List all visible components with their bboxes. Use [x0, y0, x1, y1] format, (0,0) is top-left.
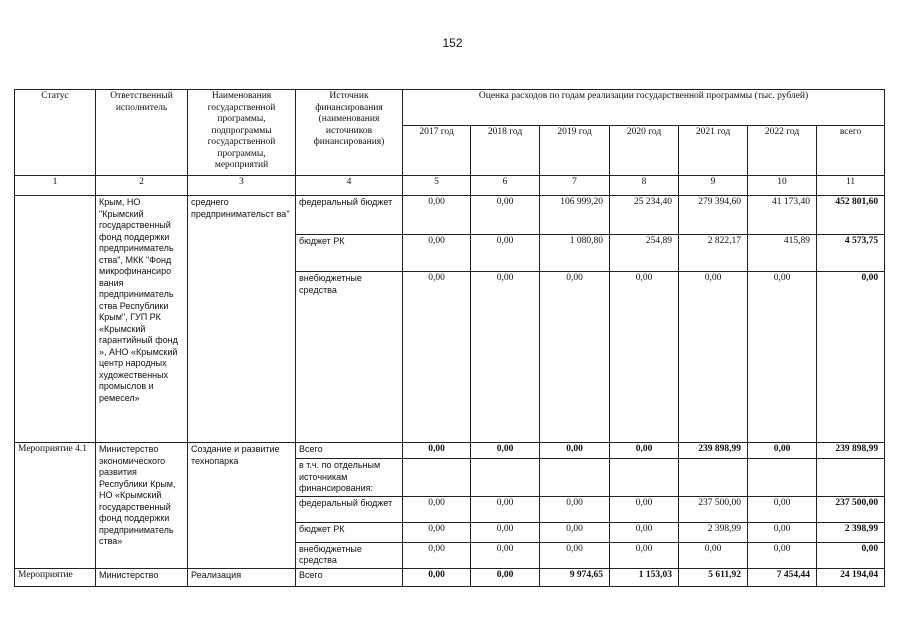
total-cell: 0,00: [817, 542, 885, 568]
column-number: 6: [471, 176, 540, 196]
value-cell: 2 822,17: [679, 235, 748, 272]
value-cell: 0,00: [403, 542, 471, 568]
value-cell: 0,00: [403, 235, 471, 272]
source-cell: внебюджетные средства: [296, 272, 403, 443]
block1-status: [15, 196, 96, 443]
value-cell: 7 454,44: [748, 568, 817, 586]
value-cell: 239 898,99: [679, 443, 748, 459]
value-cell: 0,00: [748, 443, 817, 459]
column-number: 1: [15, 176, 96, 196]
source-cell: в т.ч. по отдельным источникам финансирования:: [296, 459, 403, 497]
value-cell: 0,00: [610, 542, 679, 568]
value-cell: 0,00: [610, 443, 679, 459]
total-cell: [817, 459, 885, 497]
value-cell: 0,00: [403, 568, 471, 586]
source-cell: Всего: [296, 443, 403, 459]
total-cell: 239 898,99: [817, 443, 885, 459]
header-year: 2017 год: [403, 126, 471, 176]
value-cell: [610, 459, 679, 497]
block3-program: Реализация: [188, 568, 296, 586]
value-cell: 2 398,99: [679, 522, 748, 542]
value-cell: 0,00: [540, 443, 610, 459]
value-cell: 0,00: [403, 272, 471, 443]
value-cell: 0,00: [471, 496, 540, 522]
value-cell: 0,00: [471, 235, 540, 272]
total-cell: 2 398,99: [817, 522, 885, 542]
value-cell: 0,00: [748, 496, 817, 522]
column-number: 5: [403, 176, 471, 196]
block1-executor: Крым, НО "Крымский государственный фонд поддержки предприниматель ства", МКК "Фонд микрофинансиро вания предприниматель ства Республики Крым", ГУП РК «Крымский гарантийный фонд », АНО «Крымский центр народных художественных промыслов и ремесел»: [96, 196, 188, 443]
header-year: 2018 год: [471, 126, 540, 176]
value-cell: 5 611,92: [679, 568, 748, 586]
value-cell: 41 173,40: [748, 196, 817, 235]
value-cell: 25 234,40: [610, 196, 679, 235]
value-cell: 0,00: [471, 542, 540, 568]
value-cell: [540, 459, 610, 497]
value-cell: 0,00: [540, 496, 610, 522]
column-number: 11: [817, 176, 885, 196]
value-cell: 0,00: [610, 272, 679, 443]
value-cell: 1 080,80: [540, 235, 610, 272]
value-cell: 237 500,00: [679, 496, 748, 522]
value-cell: 0,00: [403, 196, 471, 235]
value-cell: 0,00: [540, 272, 610, 443]
page-number: 152: [442, 36, 463, 50]
source-cell: внебюджетные средства: [296, 542, 403, 568]
column-number: 2: [96, 176, 188, 196]
value-cell: 0,00: [748, 272, 817, 443]
header-source: Источник финансирования (наименования источников финансирования): [296, 90, 403, 176]
value-cell: 106 999,20: [540, 196, 610, 235]
header-year: 2022 год: [748, 126, 817, 176]
total-cell: 24 194,04: [817, 568, 885, 586]
block1-program: среднего предпринимательст ва": [188, 196, 296, 443]
header-year: 2021 год: [679, 126, 748, 176]
value-cell: 279 394,60: [679, 196, 748, 235]
value-cell: 0,00: [679, 542, 748, 568]
value-cell: 0,00: [748, 542, 817, 568]
value-cell: 9 974,65: [540, 568, 610, 586]
block2-executor: Министерство экономического развития Республики Крым, НО «Крымский государственный фонд поддержки предприниматель ства»: [96, 443, 188, 569]
value-cell: 0,00: [471, 443, 540, 459]
value-cell: [403, 459, 471, 497]
total-cell: 4 573,75: [817, 235, 885, 272]
column-number: 8: [610, 176, 679, 196]
value-cell: 0,00: [748, 522, 817, 542]
block3-executor: Министерство: [96, 568, 188, 586]
value-cell: 0,00: [403, 496, 471, 522]
column-number: 7: [540, 176, 610, 196]
source-cell: бюджет РК: [296, 235, 403, 272]
value-cell: 415,89: [748, 235, 817, 272]
value-cell: 0,00: [540, 522, 610, 542]
source-cell: федеральный бюджет: [296, 496, 403, 522]
block3-status: Мероприятие: [15, 568, 96, 586]
value-cell: 0,00: [679, 272, 748, 443]
total-cell: 452 801,60: [817, 196, 885, 235]
value-cell: 0,00: [610, 522, 679, 542]
source-cell: Всего: [296, 568, 403, 586]
header-program-name: Наименования государственной программы, подпрограммы государственной программы, мероприятий: [188, 90, 296, 176]
column-number: 4: [296, 176, 403, 196]
value-cell: 0,00: [471, 522, 540, 542]
column-number: 3: [188, 176, 296, 196]
total-cell: 237 500,00: [817, 496, 885, 522]
header-executor: Ответственный исполнитель: [96, 90, 188, 176]
value-cell: 254,89: [610, 235, 679, 272]
budget-table: [14, 89, 885, 587]
block2-status: Мероприятие 4.1: [15, 443, 96, 569]
header-total: всего: [817, 126, 885, 176]
total-cell: 0,00: [817, 272, 885, 443]
value-cell: 0,00: [403, 522, 471, 542]
source-cell: бюджет РК: [296, 522, 403, 542]
value-cell: [471, 459, 540, 497]
column-number: 10: [748, 176, 817, 196]
source-cell: федеральный бюджет: [296, 196, 403, 235]
value-cell: [748, 459, 817, 497]
value-cell: 0,00: [471, 272, 540, 443]
header-status: Статус: [15, 90, 96, 176]
value-cell: 0,00: [471, 196, 540, 235]
value-cell: 0,00: [540, 542, 610, 568]
block2-program: Создание и развитие технопарка: [188, 443, 296, 569]
value-cell: [679, 459, 748, 497]
value-cell: 0,00: [403, 443, 471, 459]
column-number: 9: [679, 176, 748, 196]
value-cell: 1 153,03: [610, 568, 679, 586]
value-cell: 0,00: [610, 496, 679, 522]
header-year: 2020 год: [610, 126, 679, 176]
value-cell: 0,00: [471, 568, 540, 586]
header-year: 2019 год: [540, 126, 610, 176]
header-estimate: Оценка расходов по годам реализации государственной программы (тыс. рублей): [403, 90, 885, 126]
